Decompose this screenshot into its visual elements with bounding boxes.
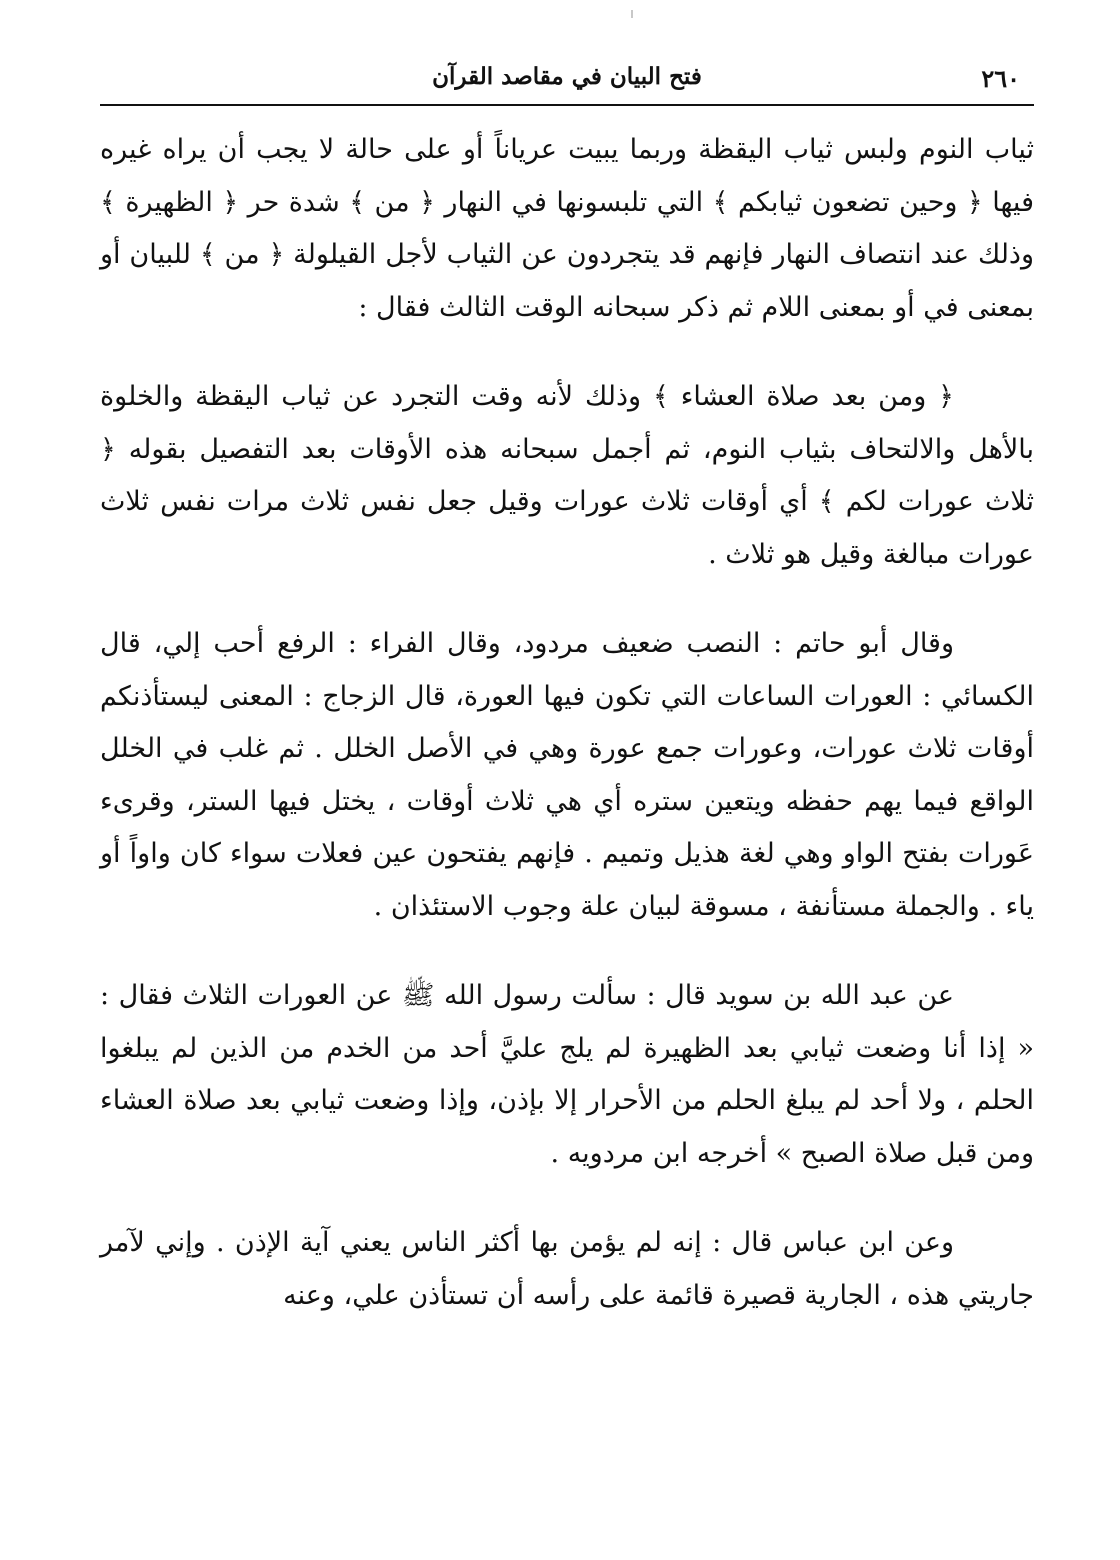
page-body [100,124,1034,1322]
paragraph-1: ثياب النوم ولبس ثياب اليقظة وربما يبيت عرياناً أو على حالة لا يجب أن يراه غيره فيها ﴿ وحين تضعون ثيابكم ﴾ التي تلبسونها في النهار ﴿ من ﴾ شدة حر ﴿ الظهيرة ﴾ وذلك عند انتصاف النهار فإنهم قد يتجردون عن الثياب لأجل القيلولة ﴿ من ﴾ للبيان أو بمعنى في أو بمعنى اللام ثم ذكر سبحانه الوقت الثالث فقال : [100,134,1034,323]
paragraph-5: وعن ابن عباس قال : إنه لم يؤمن بها أكثر الناس يعني آية الإذن . وإني لآمر جاريتي هذه ، الجارية قصيرة قائمة على رأسه أن تستأذن علي، وعنه [100,1227,1034,1311]
page-crease-mark [631,10,633,18]
paragraph-2: ﴿ ومن بعد صلاة العشاء ﴾ وذلك لأنه وقت التجرد عن ثياب اليقظة والخلوة بالأهل والالتحاف بثياب النوم، ثم أجمل سبحانه هذه الأوقات بعد التفصيل بقوله ﴿ ثلاث عورات لكم ﴾ أي أوقات ثلاث عورات وقيل جعل نفس ثلاث مرات نفس ثلاث عورات مبالغة وقيل هو ثلاث . [100,381,1034,570]
page-number: ٢٦٠ [981,64,1020,93]
paragraph-3: وقال أبو حاتم : النصب ضعيف مردود، وقال الفراء : الرفع أحب إلي، قال الكسائي : العورات الساعات التي تكون فيها العورة، قال الزجاج : المعنى ليستأذنكم أوقات ثلاث عورات، وعورات جمع عورة وهي في الأصل الخلل . ثم غلب في الخلل الواقع فيما يهم حفظه ويتعين ستره أي هي ثلاث أوقات ، يختل فيها الستر، وقرىء عَورات بفتح الواو وهي لغة هذيل وتميم . فإنهم يفتحون عين فعلات سواء كان واواً أو ياء . والجملة مستأنفة ، مسوقة لبيان علة وجوب الاستئذان . [100,628,1034,922]
page-header [100,58,1034,106]
paragraph-4: عن عبد الله بن سويد قال : سألت رسول الله ﷺ عن العورات الثلاث فقال : « إذا أنا وضعت ثيابي بعد الظهيرة لم يلج عليَّ أحد من الخدم من الذين لم يبلغوا الحلم ، ولا أحد لم يبلغ الحلم من الأحرار إلا بإذن، وإذا وضعت ثيابي بعد صلاة العشاء ومن قبل صلاة الصبح » أخرجه ابن مردويه . [100,980,1034,1169]
running-title: فتح البيان في مقاصد القرآن [432,63,702,90]
